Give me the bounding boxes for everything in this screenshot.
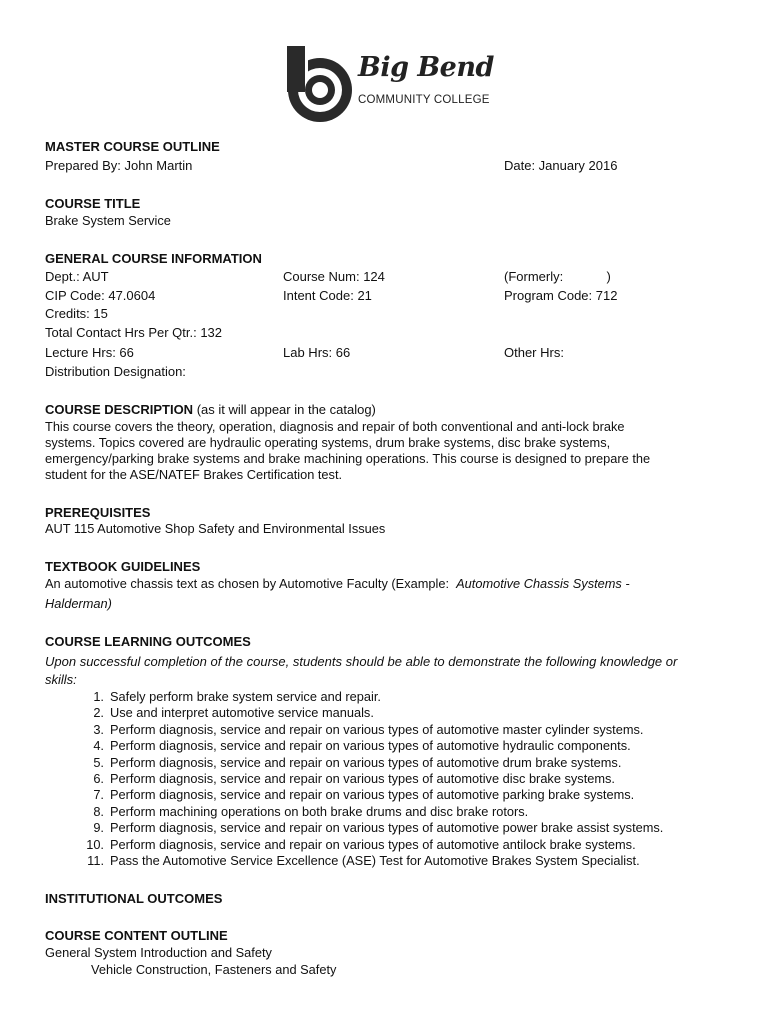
content-outline-line-2: Vehicle Construction, Fasteners and Safety xyxy=(91,962,337,977)
list-item: 5. Perform diagnosis, service and repair on various types of automotive drum brake systems. xyxy=(93,754,622,770)
list-item: 10. Perform diagnosis, service and repair on various types of automotive antilock brake systems. xyxy=(86,836,636,852)
institutional-outcomes-heading: INSTITUTIONAL OUTCOMES xyxy=(45,891,223,906)
other-hrs: Other Hrs: xyxy=(504,345,564,360)
list-item: 1. Safely perform brake system service and repair. xyxy=(93,689,381,704)
credits: Credits: 15 xyxy=(45,306,108,321)
general-info-heading: GENERAL COURSE INFORMATION xyxy=(45,251,262,266)
document-date: Date: January 2016 xyxy=(504,158,618,173)
prepared-by: Prepared By: John Martin xyxy=(45,158,193,173)
description-line-1: This course covers the theory, operation, diagnosis and repair of both conventional and anti-lock brake xyxy=(45,419,625,434)
distribution-designation: Distribution Designation: xyxy=(45,364,186,379)
description-line-4: student for the ASE/NATEF Brakes Certification test. xyxy=(45,467,343,482)
description-line-2: systems. Topics covered are hydraulic operating systems, drum brake systems, disc brake systems, xyxy=(45,435,611,450)
description-heading-line xyxy=(45,402,376,418)
logo-name: Big Bend xyxy=(358,52,494,83)
outcomes-intro-line-1: Upon successful completion of the course, students should be able to demonstrate the following knowledge or xyxy=(45,654,678,669)
list-item: 8. Perform machining operations on both brake drums and disc brake rotors. xyxy=(93,803,529,819)
list-item: 3. Perform diagnosis, service and repair on various types of automotive master cylinder systems. xyxy=(93,721,644,737)
description-heading: COURSE DESCRIPTION xyxy=(45,402,194,417)
outcomes-intro-line-2: skills: xyxy=(45,672,77,687)
description-heading-note: (as it will appear in the catalog) xyxy=(193,402,376,417)
description-line-3: emergency/parking brake systems and brake machining operations. This course is designed to prepare the xyxy=(45,451,651,466)
total-contact-hrs: Total Contact Hrs Per Qtr.: 132 xyxy=(45,325,223,340)
list-item: 4. Perform diagnosis, service and repair on various types of automotive hydraulic components. xyxy=(93,738,631,754)
course-title-value: Brake System Service xyxy=(45,213,171,228)
lab-hrs: Lab Hrs: 66 xyxy=(283,345,351,360)
dept: Dept.: AUT xyxy=(45,269,109,284)
list-item: 11. Pass the Automotive Service Excellence (ASE) Test for Automotive Brakes System Specialist. xyxy=(87,853,640,868)
list-item: 2. Use and interpret automotive service manuals. xyxy=(93,705,374,721)
logo-subtitle: COMMUNITY COLLEGE xyxy=(358,94,490,106)
course-num: Course Num: 124 xyxy=(283,269,385,284)
lecture-hrs: Lecture Hrs: 66 xyxy=(45,345,134,360)
program-code: Program Code: 712 xyxy=(504,288,618,303)
intent-code: Intent Code: 21 xyxy=(283,288,372,303)
textbook-line-1 xyxy=(45,576,630,592)
textbook-heading: TEXTBOOK GUIDELINES xyxy=(45,559,201,574)
outcomes-heading: COURSE LEARNING OUTCOMES xyxy=(45,634,251,649)
list-item: 7. Perform diagnosis, service and repair on various types of automotive parking brake systems. xyxy=(93,787,635,803)
formerly: (Formerly: ) xyxy=(504,269,611,284)
textbook-text: An automotive chassis text as chosen by Automotive Faculty (Example: xyxy=(45,576,457,591)
prerequisites-value: AUT 115 Automotive Shop Safety and Environmental Issues xyxy=(45,521,386,536)
course-title-heading: COURSE TITLE xyxy=(45,196,141,211)
textbook-example: Automotive Chassis Systems - xyxy=(456,576,630,591)
document-title: MASTER COURSE OUTLINE xyxy=(45,139,220,154)
textbook-line-2: Halderman) xyxy=(45,596,112,611)
content-outline-line-1: General System Introduction and Safety xyxy=(45,945,272,960)
cip-code: CIP Code: 47.0604 xyxy=(45,288,156,303)
prerequisites-heading: PREREQUISITES xyxy=(45,505,151,520)
list-item: 6. Perform diagnosis, service and repair on various types of automotive disc brake systems. xyxy=(93,771,615,786)
content-outline-heading: COURSE CONTENT OUTLINE xyxy=(45,928,228,943)
list-item: 9. Perform diagnosis, service and repair on various types of automotive power brake assist systems. xyxy=(93,820,664,836)
